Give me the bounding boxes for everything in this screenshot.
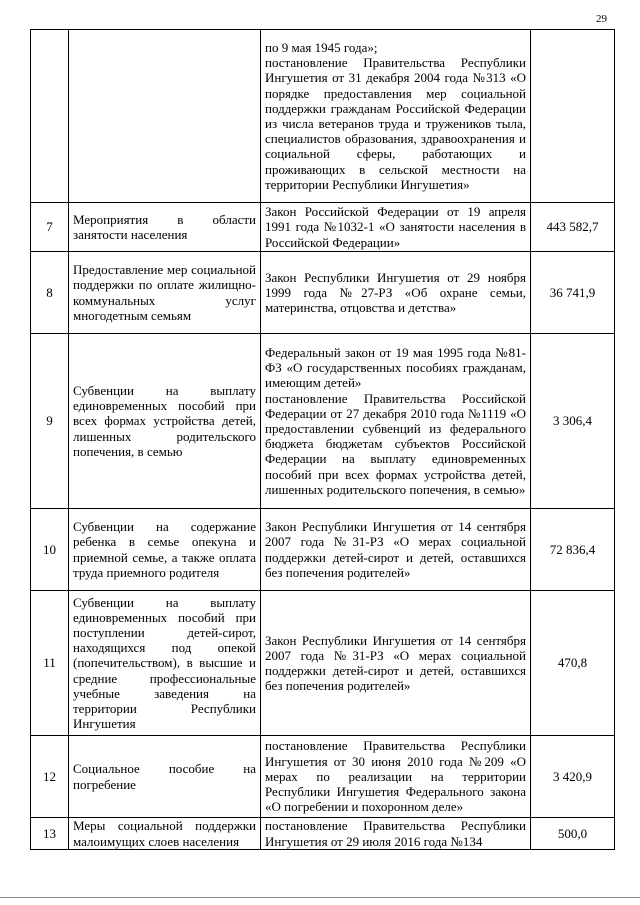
legal-basis: Федеральный закон от 19 мая 1995 года №81-ФЗ «О государственных пособиях гражданам, имеющим детей» постановление Правительства Российской Федерации от 27 декабря 2010 года №1119 «О предоставлении субвенций из федерального бюджета бюджетам субъектов Российской Федерации на выплату единовременных пособий при всех формах устройства детей, лишенных родительского попечения, в семью» [261, 334, 531, 509]
row-number: 7 [31, 203, 69, 252]
amount: 443 582,7 [531, 203, 615, 252]
row-number [31, 30, 69, 203]
table-row [31, 736, 615, 818]
table-row [31, 334, 615, 509]
page-number: 29 [596, 13, 607, 25]
table-row [31, 818, 615, 850]
row-number: 13 [31, 818, 69, 850]
legal-basis: Закон Республики Ингушетия от 29 ноября 1999 года №27-РЗ «Об охране семьи, материнства, отцовства и детства» [261, 252, 531, 334]
amount: 3 306,4 [531, 334, 615, 509]
row-number: 11 [31, 591, 69, 736]
legal-basis: постановление Правительства Республики Ингушетия от 29 июля 2016 года №134 [261, 818, 531, 850]
table-row [31, 509, 615, 591]
measure-name: Субвенции на выплату единовременных пособий при поступлении детей-сирот, находящихся под опекой (попечительством), в высшие и средние профессиональные учебные заведения на территории Республики Ингушетия [69, 591, 261, 736]
measure-name: Предоставление мер социальной поддержки по оплате жилищно-коммунальных услуг многодетным семьям [69, 252, 261, 334]
legal-basis: постановление Правительства Республики Ингушетия от 30 июня 2010 года №209 «О мерах по реализации на территории Республики Ингушетия Федерального закона «О погребении и похоронном деле» [261, 736, 531, 818]
amount: 470,8 [531, 591, 615, 736]
measure-name [69, 30, 261, 203]
amount: 500,0 [531, 818, 615, 850]
legal-basis: Закон Республики Ингушетия от 14 сентября 2007 года №31-РЗ «О мерах социальной поддержки детей-сирот и детей, оставшихся без попечения родителей» [261, 509, 531, 591]
amount [531, 30, 615, 203]
row-number: 8 [31, 252, 69, 334]
table-row [31, 30, 615, 203]
amount: 3 420,9 [531, 736, 615, 818]
page-bottom-rule [0, 897, 640, 898]
table-row [31, 203, 615, 252]
measure-name: Субвенции на выплату единовременных пособий при всех формах устройства детей, лишенных родительского попечения, в семью [69, 334, 261, 509]
legal-basis: Закон Российской Федерации от 19 апреля 1991 года №1032-1 «О занятости населения в Российской Федерации» [261, 203, 531, 252]
row-number: 10 [31, 509, 69, 591]
row-number: 9 [31, 334, 69, 509]
measure-name: Мероприятия в области занятости населения [69, 203, 261, 252]
amount: 36 741,9 [531, 252, 615, 334]
table-row [31, 591, 615, 736]
legal-basis: по 9 мая 1945 года»; постановление Правительства Республики Ингушетия от 31 декабря 2004 года №313 «О порядке предоставления мер социальной поддержки гражданам Российской Федерации из числа ветеранов труда и тружеников тыла, специалистов образования, здравоохранения и социальной сферы, работающих и проживающих в сельской местности на территории Республики Ингушетия» [261, 30, 531, 203]
row-number: 12 [31, 736, 69, 818]
table-row [31, 252, 615, 334]
measure-name: Меры социальной поддержки малоимущих слоев населения [69, 818, 261, 850]
measure-name: Социальное пособие на погребение [69, 736, 261, 818]
amount: 72 836,4 [531, 509, 615, 591]
benefits-table [30, 29, 615, 850]
legal-basis: Закон Республики Ингушетия от 14 сентября 2007 года №31-РЗ «О мерах социальной поддержки детей-сирот и детей, оставшихся без попечения родителей» [261, 591, 531, 736]
measure-name: Субвенции на содержание ребенка в семье опекуна и приемной семье, а также оплата труда приемного родителя [69, 509, 261, 591]
